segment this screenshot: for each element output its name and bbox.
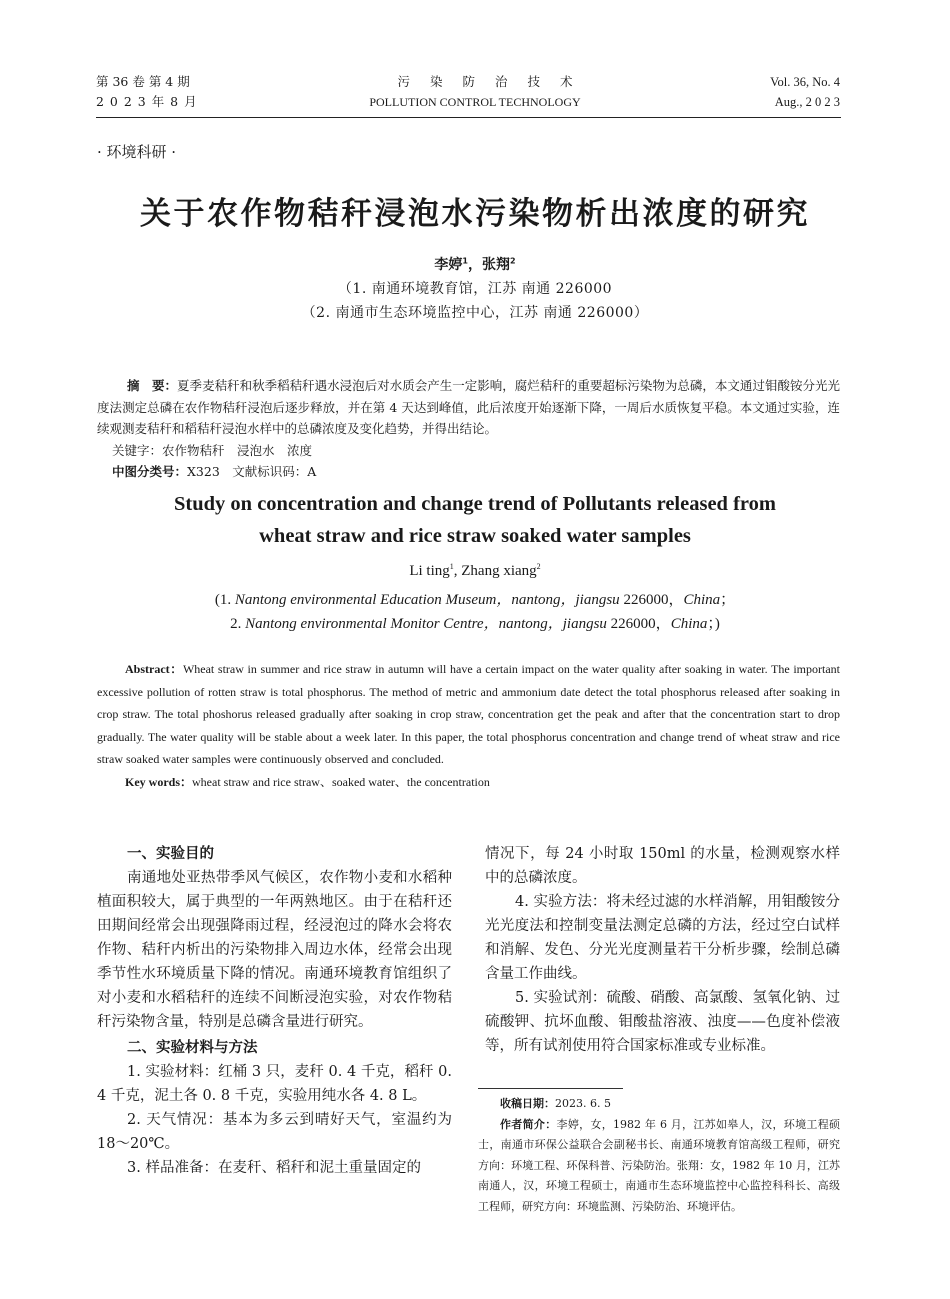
affiliation-en-2-prefix: 2. — [230, 616, 246, 632]
header-date-cn: 2 0 2 3 年 8 月 — [96, 94, 198, 109]
author-en-1-sup: 1 — [449, 562, 454, 571]
affiliation-en-2-name: Nantong environmental Monitor Centre，nantong，jiangsu — [245, 616, 607, 632]
clc-code: X323 — [187, 464, 220, 479]
author-en-separator: , — [453, 563, 462, 579]
affiliation-en-1-name: Nantong environmental Education Museum，nantong，jiangsu — [234, 592, 620, 608]
abstract-en-label: Abstract： — [125, 662, 183, 676]
doc-code-label: 文献标识码： — [232, 464, 308, 479]
section-1-heading: 一、实验目的 — [127, 846, 214, 862]
affiliation-en-1 — [0, 588, 950, 609]
title-cn: 关于农作物秸秆浸泡水污染物析出浓度的研究 — [140, 196, 810, 232]
sample-prep-paragraph: 3. 样品准备：在麦秆、稻秆和泥土重量固定的 — [127, 1160, 421, 1176]
header-journal-cn: 污染防治技术 — [397, 74, 593, 89]
affiliation-en-1-prefix: (1. — [214, 592, 235, 608]
received-label: 收稿日期： — [500, 1097, 555, 1110]
author-cn-2-sup: 2 — [510, 256, 516, 266]
author-en-2-sup: 2 — [536, 562, 541, 571]
doc-code: A — [307, 464, 317, 479]
affiliation-en-1-end: ； — [720, 592, 736, 608]
header-volume-issue-cn: 第 36 卷 第 4 期 — [96, 74, 190, 89]
section-1-paragraph: 南通地处亚热带季风气候区，农作物小麦和水稻种植面积较大，属于典型的一年两熟地区。由于在秸秆还田期间经常会出现强降雨过程，经浸泡过的降水会将农作物、秸秆内析出的污染物排入周边水体，经常会出现季节性水环境质量下降的情况。南通环境教育馆组织了对小麦和水稻秸秆的连续不间断浸泡实验，对农作物秸秆污染物含量，特别是总磷含量进行研究。 — [97, 870, 452, 1030]
affiliation-en-1-country: China — [683, 592, 721, 608]
body-right-column — [485, 842, 840, 1058]
author-en-2: Zhang xiang — [461, 563, 537, 579]
clc-label: 中图分类号： — [112, 464, 188, 479]
author-cn-1-sup: 1 — [462, 256, 468, 266]
author-en-1: Li ting — [409, 563, 450, 579]
footnote-rule — [478, 1088, 623, 1089]
keywords-en: wheat straw and rice straw、soaked water、the concentration — [192, 774, 490, 789]
abstract-cn-text: 夏季麦秸秆和秋季稻秸秆遇水浸泡后对水质会产生一定影响，腐烂秸秆的重要超标污染物为总磷，本文通过钼酸铵分光光度法测定总磷在农作物秸秆浸泡后逐步释放，并在第 4 天达到峰值，此后浓度开始逐渐下降，一周后水质恢复平稳。本文通过实验，连续观测麦秸秆和稻秸秆浸泡水样中的总磷浓度及变化趋势，并得出结论。 — [97, 378, 840, 436]
affiliation-en-1-code: 226000， — [619, 592, 684, 608]
header-rule — [96, 117, 841, 118]
affiliation-en-2 — [0, 612, 950, 633]
footnote — [478, 1094, 840, 1217]
affiliation-en-2-end: ；) — [707, 616, 720, 632]
abstract-cn-label: 摘 要： — [127, 378, 178, 393]
affiliation-en-2-country: China — [670, 616, 708, 632]
authors-en — [0, 562, 950, 580]
header-volume-issue-en: Vol. 36, No. 4 — [770, 75, 840, 89]
affiliation-cn-1: （1. 南通环境教育馆，江苏 南通 226000 — [337, 281, 613, 297]
bio-label: 作者简介： — [500, 1117, 557, 1131]
sample-prep-continued: 情况下，每 24 小时取 150ml 的水量，检测观察水样中的总磷浓度。 — [485, 846, 840, 886]
keywords-cn: 农作物秸秆 浸泡水 浓度 — [162, 442, 313, 458]
keywords-cn-label: 关键字： — [112, 442, 163, 458]
weather-paragraph: 2. 天气情况：基本为多云到晴好天气，室温约为 18～20℃。 — [97, 1112, 452, 1152]
header-journal-en: POLLUTION CONTROL TECHNOLOGY — [369, 95, 581, 109]
affiliation-cn-2: （2. 南通市生态环境监控中心，江苏 南通 226000） — [301, 305, 649, 321]
author-cn-separator: ， — [468, 257, 482, 273]
keywords-en-label: Key words： — [125, 774, 192, 789]
body-left-column — [97, 842, 452, 1180]
header-date-en: Aug., 2 0 2 3 — [774, 95, 840, 109]
authors-cn — [0, 254, 950, 274]
author-cn-2: 张翔 — [482, 257, 510, 273]
affiliation-en-2-code: 226000， — [606, 616, 671, 632]
column-tag: · 环境科研 · — [97, 143, 177, 161]
title-en-line-1: Study on concentration and change trend of Pollutants released from — [174, 493, 776, 515]
received-date: 2023. 6. 5 — [555, 1097, 611, 1110]
materials-paragraph: 1. 实验材料：红桶 3 只，麦秆 0. 4 千克，稻秆 0. 4 千克，泥土各 0. 8 千克，实验用纯水各 4. 8 L。 — [97, 1064, 452, 1104]
title-en — [0, 488, 950, 552]
method-paragraph: 4. 实验方法：将未经过滤的水样消解，用钼酸铵分光光度法和控制变量法测定总磷的方法，经过空白试样和消解、发色、分光光度测量若干分析步骤，绘制总磷含量工作曲线。 — [485, 894, 840, 982]
section-2-heading: 二、实验材料与方法 — [127, 1040, 258, 1056]
abstract-en-text: Wheat straw in summer and rice straw in autumn will have a certain impact on the water quality after soaking in water. The important excessive pollution of rotten straw is total phosphorus. The method of metric and ammonium date detect the total phosphorus released after soaking in crop straw. The total phoshorus released gradually after soaking in crop straw, concentration get the peak and after that the concentration start to drop gradually. The water quality will be stable about a week later. In this paper, the total phosphorus concentration and change trend of wheat straw and rice straw soaked water samples were continuously observed and concluded. — [97, 662, 841, 767]
reagents-paragraph: 5. 实验试剂：硫酸、硝酸、高氯酸、氢氧化钠、过硫酸钾、抗坏血酸、钼酸盐溶液、浊度——色度补偿液等，所有试剂使用符合国家标准或专业标准。 — [485, 990, 840, 1054]
author-bio: 李婷，女，1982 年 6 月，江苏如皋人，汉，环境工程硕士，南通市环保公益联合会副秘书长、南通环境教育馆高级工程师，研究方向：环境工程、环保科普、污染防治。张翔：女，1982 年 10 月，江苏南通人，汉，环境工程硕士，南通市生态环境监控中心监控科科长、高级工程师，研究方向：环境监测、污染防治、环境评估。 — [478, 1117, 841, 1213]
abstract-en — [97, 658, 840, 794]
author-cn-1: 李婷 — [434, 257, 463, 273]
title-en-line-2: wheat straw and rice straw soaked water samples — [259, 525, 691, 547]
abstract-cn — [97, 375, 840, 483]
